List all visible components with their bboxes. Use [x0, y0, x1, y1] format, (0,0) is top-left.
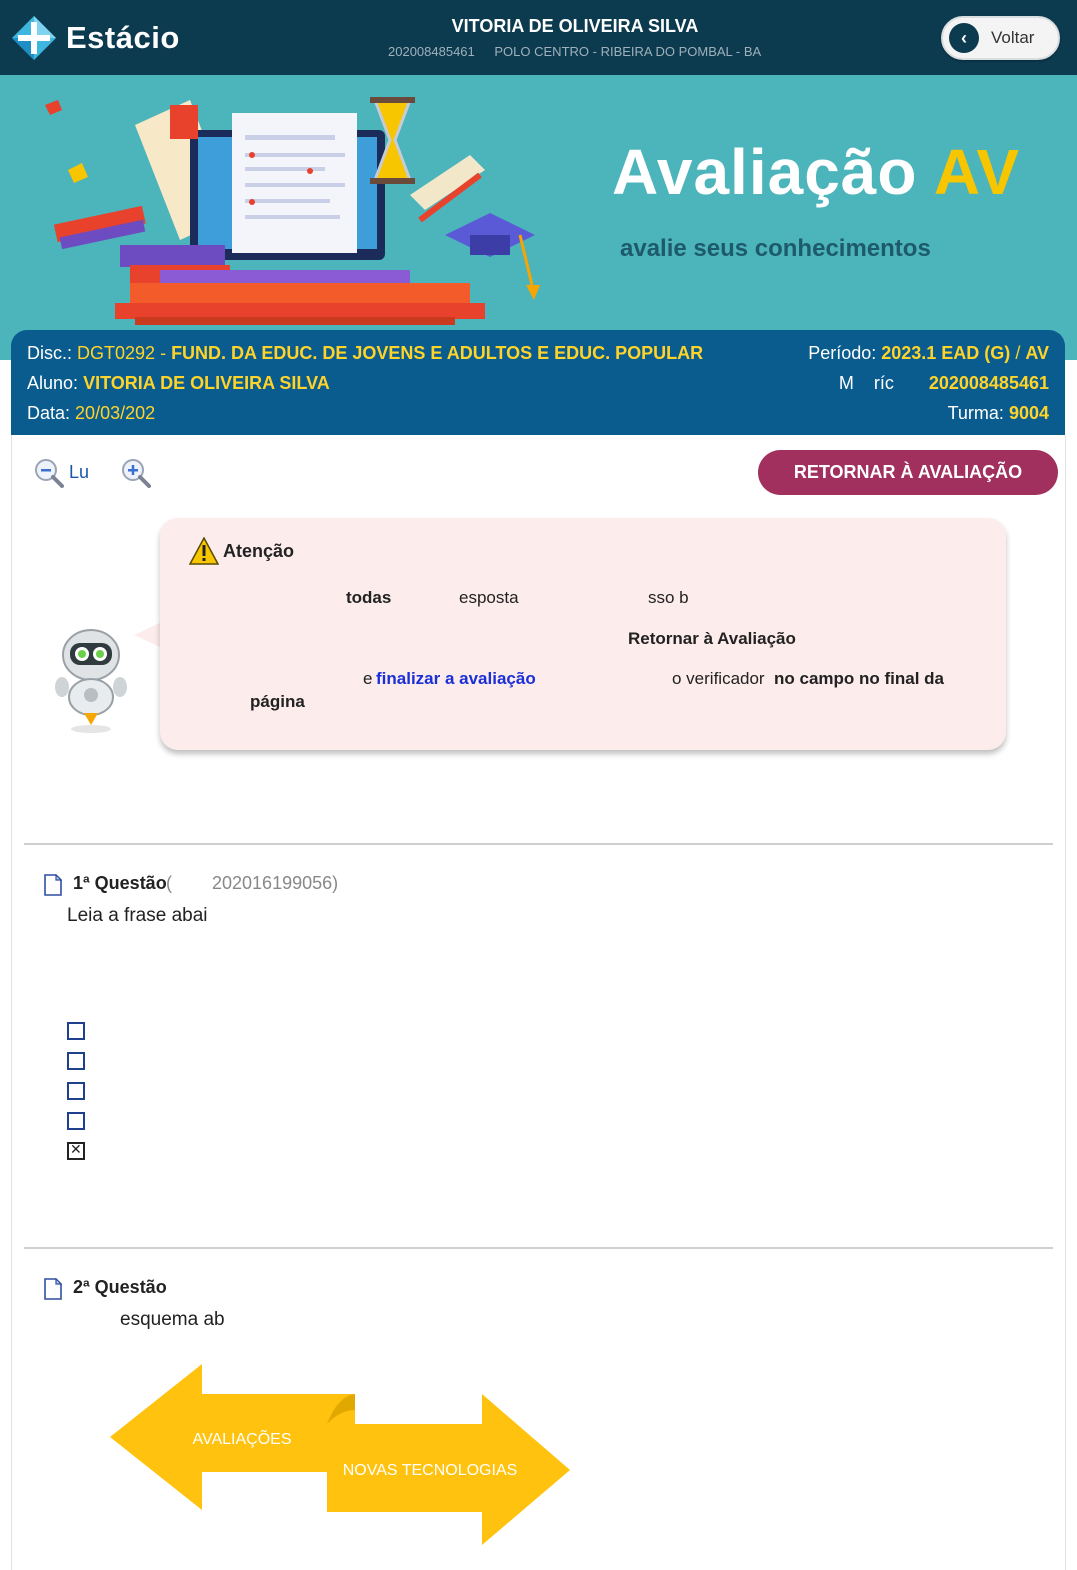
back-button[interactable]	[941, 16, 1060, 60]
question-1-title: 1ª Questão	[73, 873, 167, 893]
arrow-label-avaliacoes: AVALIAÇÕES	[192, 1431, 292, 1448]
class-value: 9004	[1008, 403, 1049, 423]
attention-text-fragment: sso b	[648, 588, 689, 607]
question-1-option-1-checkbox[interactable]	[67, 1022, 85, 1040]
return-to-evaluation-button[interactable]: RETORNAR À AVALIAÇÃO	[758, 450, 1058, 495]
attention-text-return: Retornar à Avaliação	[628, 629, 796, 648]
question-2-title: 2ª Questão	[73, 1277, 167, 1297]
period-value: 2023.1 EAD (G)	[881, 343, 1011, 363]
student-label: Aluno:	[27, 373, 79, 393]
top-bar	[0, 0, 1077, 75]
question-1-code: ( 202016199056)	[166, 873, 339, 893]
robot-mascot-icon	[50, 625, 132, 735]
document-icon	[44, 874, 62, 896]
student-row	[27, 373, 330, 394]
zoom-out-icon[interactable]	[34, 458, 64, 488]
period-label: Período:	[808, 343, 877, 363]
question-1-option-2-checkbox[interactable]	[67, 1052, 85, 1070]
exam-info-bar	[11, 330, 1065, 435]
hero-title-main: Avaliação	[612, 136, 918, 208]
campus-name: POLO CENTRO - RIBEIRA DO POMBAL - BA	[494, 44, 762, 59]
computer-books-illustration-icon	[40, 95, 560, 335]
date-row	[27, 403, 155, 424]
finish-evaluation-link[interactable]: finalizar a avaliação	[376, 669, 536, 688]
date-value: 20/03/202	[75, 403, 156, 423]
question-1-option-5-checkbox[interactable]	[67, 1142, 85, 1160]
question-2-text: esquema ab	[120, 1309, 225, 1330]
student-id: 202008485461	[388, 44, 475, 59]
discipline-row	[27, 343, 703, 364]
attention-text-field: no campo no final da	[774, 669, 945, 688]
hero-banner	[0, 75, 1077, 360]
hero-title	[612, 135, 1020, 209]
hero-subtitle: avalie seus conhecimentos	[620, 235, 931, 262]
registration-value: 202008485461	[928, 373, 1049, 393]
discipline-name: FUND. DA EDUC. DE JOVENS E ADULTOS E EDUC. POPULAR	[171, 343, 704, 363]
discipline-label: Disc.:	[27, 343, 72, 363]
student-name: VITORIA DE OLIVEIRA SILVA	[451, 16, 699, 36]
registration-label: M ríc	[838, 373, 894, 393]
discipline-code: DGT0292	[77, 343, 156, 363]
attention-text-answer: esposta	[459, 588, 519, 607]
attention-text-verifier: o verificador	[672, 669, 765, 688]
back-button-label: Voltar	[991, 28, 1035, 47]
hero-title-accent: AV	[933, 136, 1021, 208]
question-1-text: Leia a frase abai	[67, 905, 208, 926]
arrows-diagram	[110, 1362, 575, 1547]
question-1-option-3-checkbox[interactable]	[67, 1082, 85, 1100]
divider	[24, 843, 1053, 845]
attention-title: Atenção	[223, 541, 295, 561]
zoom-in-icon[interactable]	[121, 458, 151, 488]
question-1-option-4-checkbox[interactable]	[67, 1112, 85, 1130]
class-row	[948, 403, 1049, 424]
speech-bubble-tail	[134, 622, 162, 648]
student-value: VITORIA DE OLIVEIRA SILVA	[83, 373, 330, 393]
period-separator: /	[1010, 343, 1026, 363]
logo-text: Estácio	[66, 20, 180, 55]
period-row	[808, 343, 1049, 364]
divider	[24, 1247, 1053, 1249]
student-details	[388, 44, 777, 59]
attention-text-page: página	[250, 692, 305, 711]
attention-text-and: e	[363, 669, 373, 688]
period-av: AV	[1025, 343, 1049, 363]
warning-icon	[189, 537, 219, 565]
arrow-label-novas-tecnologias: NOVAS TECNOLOGIAS	[342, 1462, 518, 1479]
attention-text-all: todas	[346, 588, 392, 607]
chevron-left-icon: ‹	[949, 23, 979, 53]
date-label: Data:	[27, 403, 71, 423]
zoom-label: Lu	[69, 462, 90, 482]
registration-row	[839, 373, 1049, 394]
class-label: Turma:	[947, 403, 1004, 423]
discipline-separator: -	[155, 343, 172, 363]
document-icon	[44, 1278, 62, 1300]
